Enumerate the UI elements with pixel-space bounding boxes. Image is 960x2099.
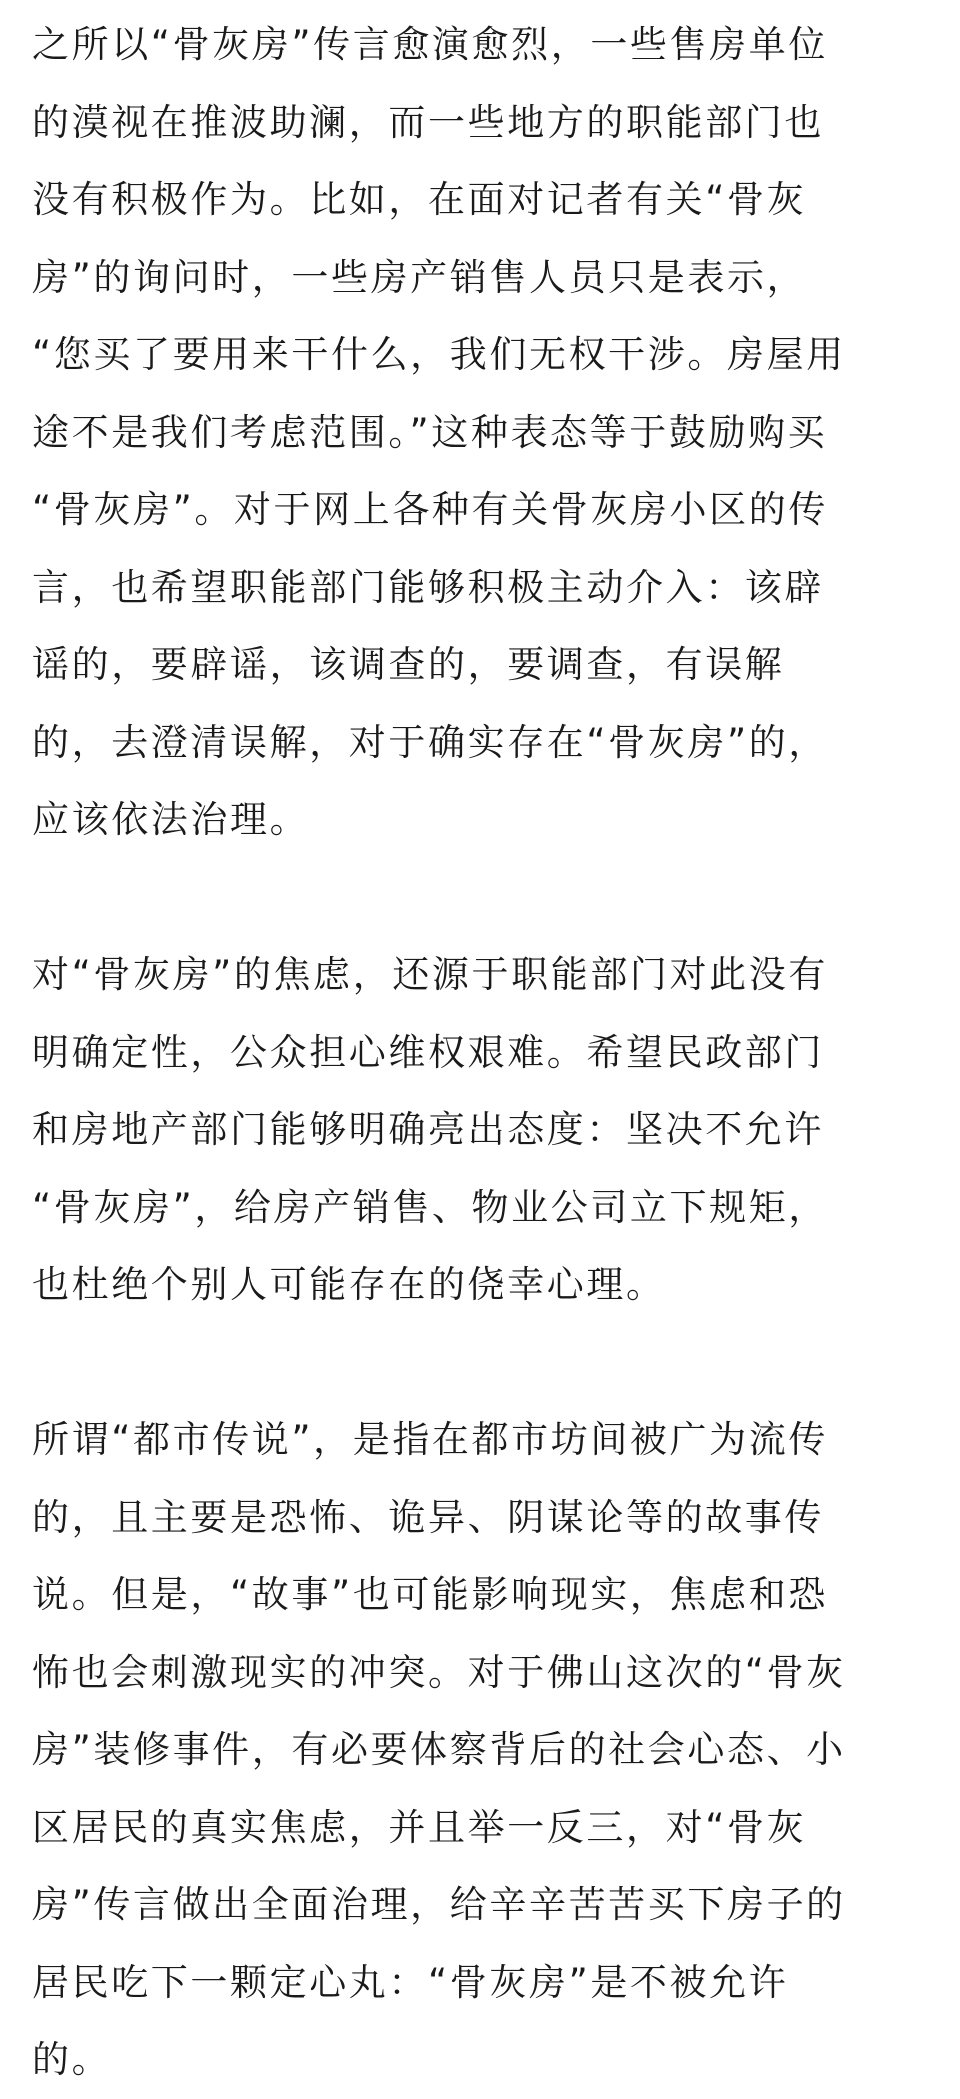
text-line: 的。 — [32, 2038, 112, 2081]
text-line: 言，也希望职能部门能够积极主动介入：该辟 — [32, 565, 824, 609]
text-line: 也杜绝个别人可能存在的侥幸心理。 — [32, 1263, 666, 1306]
text-line: 怖也会刺激现实的冲突。对于佛山这次的“骨灰 — [32, 1650, 846, 1694]
text-line: 所谓“都市传说”，是指在都市坊间被广为流传 — [32, 1418, 828, 1461]
text-line: 没有积极作为。比如，在面对记者有关“骨灰 — [32, 178, 807, 221]
text-line: 和房地产部门能够明确亮出态度：坚决不允许 — [32, 1108, 824, 1151]
text-line: “骨灰房”，给房产销售、物业公司立下规矩， — [32, 1185, 828, 1229]
paragraph-spacer — [32, 1324, 932, 1402]
text-line: 谣的，要辟谣，该调查的，要调查，有误解 — [32, 643, 785, 686]
text-line: 明确定性，公众担心维权艰难。希望民政部门 — [32, 1030, 824, 1074]
text-line: “您买了要用来干什么，我们无权干涉。房屋用 — [32, 333, 846, 376]
text-line: 的，且主要是恐怖、诡异、阴谋论等的故事传 — [32, 1495, 824, 1539]
paragraph-3 — [32, 1401, 932, 2099]
text-line: 途不是我们考虑范围。”这种表态等于鼓励购买 — [32, 410, 828, 454]
text-line: 应该依法治理。 — [32, 798, 310, 841]
text-line: 的漠视在推波助澜，而一些地方的职能部门也 — [32, 100, 824, 144]
text-line: 区居民的真实焦虑，并且举一反三，对“骨灰 — [32, 1805, 807, 1849]
text-line: “骨灰房”。对于网上各种有关骨灰房小区的传 — [32, 488, 828, 531]
text-line: 房”的询问时，一些房产销售人员只是表示， — [32, 255, 807, 299]
paragraph-spacer — [32, 859, 932, 937]
text-line: 房”装修事件，有必要体察背后的社会心态、小 — [32, 1728, 846, 1771]
article-body — [32, 6, 932, 2099]
paragraph-2 — [32, 936, 932, 1324]
text-line: 房”传言做出全面治理，给辛辛苦苦买下房子的 — [32, 1883, 846, 1926]
text-line: 之所以“骨灰房”传言愈演愈烈，一些售房单位 — [32, 23, 828, 66]
text-line: 居民吃下一颗定心丸：“骨灰房”是不被允许 — [32, 1960, 789, 2004]
text-line: 的，去澄清误解，对于确实存在“骨灰房”的， — [32, 720, 828, 764]
paragraph-1 — [32, 6, 932, 859]
text-line: 对“骨灰房”的焦虑，还源于职能部门对此没有 — [32, 953, 828, 996]
text-line: 说。但是，“故事”也可能影响现实，焦虑和恐 — [32, 1573, 828, 1616]
